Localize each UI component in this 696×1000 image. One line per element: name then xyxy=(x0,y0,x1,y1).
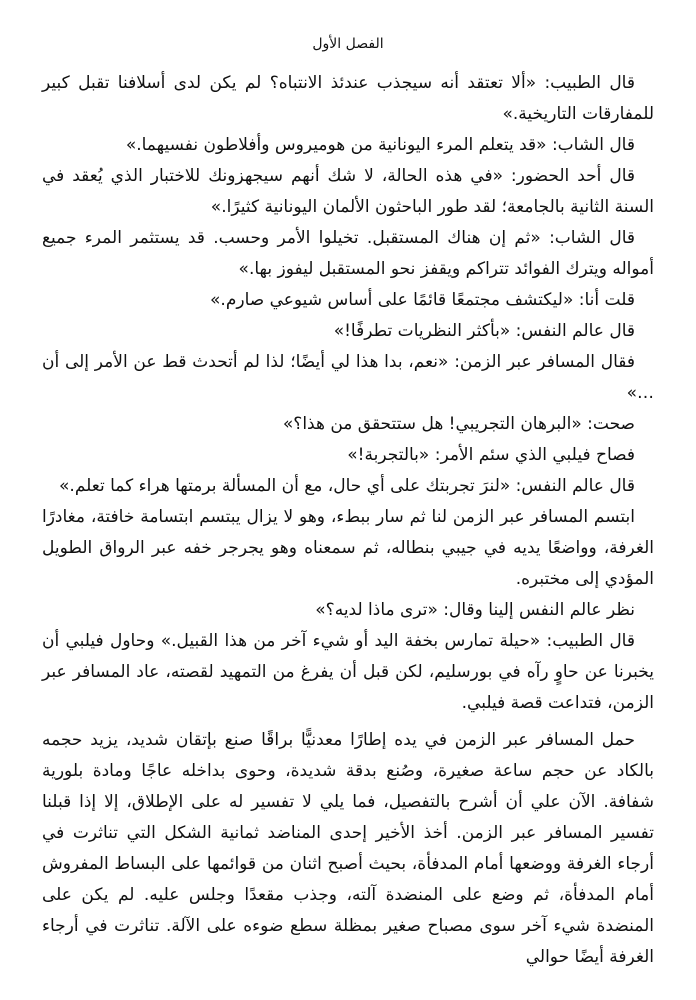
paragraph: فقال المسافر عبر الزمن: «نعم، بدا هذا لي أيضًا؛ لذا لم أتحدث قط عن الأمر إلى أن …» xyxy=(42,352,654,403)
paragraph: قال الشاب: «قد يتعلم المرء اليونانية من هوميروس وأفلاطون نفسيهما.» xyxy=(125,135,635,155)
paragraph: قلت أنا: «ليكتشف مجتمعًا قائمًا على أساس شيوعي صارم.» xyxy=(210,290,635,310)
paragraph: قال عالم النفس: «لنرَ تجربتك على أي حال، مع أن المسألة برمتها هراء كما تعلم.» xyxy=(59,476,635,496)
paragraph: قال الطبيب: «حيلة تمارس بخفة اليد أو شيء آخر من هذا القبيل.» وحاول فيلبي أن يخبرنا عن حاوٍ رآه في بورسليم، لكن قبل أن يفرغ من التمهيد لقصته، عاد المسافر عبر الزمن، فتداعت قصة فيلبي. xyxy=(42,631,654,713)
paragraph: قال أحد الحضور: «في هذه الحالة، لا شك أنهم سيجهزونك للاختبار الذي يُعقد في السنة الثانية بالجامعة؛ لقد طور الباحثون الألمان اليونانية كثيرًا.» xyxy=(42,166,654,217)
paragraph: قال عالم النفس: «بأكثر النظريات تطرفًا!» xyxy=(333,321,635,341)
paragraph: حمل المسافر عبر الزمن في يده إطارًا معدنيًّا براقًا صنع بإتقان شديد، يزيد حجمه بالكاد عن حجم ساعة صغيرة، وصُنع بدقة شديدة، وحوى بداخله عاجًا ومادة بلورية شفافة. الآن علي أن أشرح بالتفصيل، فما يلي لا تفسير له على الإطلاق، إلا إذا قبلنا تفسير المسافر عبر الزمن. أخذ الأخير إحدى المناضد ثمانية الشكل التي تناثرت في أرجاء الغرفة ووضعها أمام المدفأة، بحيث أصبح اثنان من قوائمها على البساط المفروش أمام المدفأة، ثم وضع على المنضدة آلته، وجذب مقعدًا وجلس عليه. لم يكن على المنضدة شيء آخر سوى مصباح صغير بمظلة سطع ضوءه على الآلة. تناثرت في أرجاء الغرفة أيضًا حوالي xyxy=(42,730,654,967)
paragraph: نظر عالم النفس إلينا وقال: «ترى ماذا لديه؟» xyxy=(315,600,635,620)
paragraph: قال الطبيب: «ألا تعتقد أنه سيجذب عندئذ الانتباه؟ لم يكن لدى أسلافنا تقبل كبير للمفارقات التاريخية.» xyxy=(42,73,654,124)
paragraph: صحت: «البرهان التجريبي! هل ستتحقق من هذا؟» xyxy=(282,414,635,434)
paragraph: قال الشاب: «ثم إن هناك المستقبل. تخيلوا الأمر وحسب. قد يستثمر المرء جميع أمواله ويترك الفوائد تتراكم ويقفز نحو المستقبل ليفوز بها.» xyxy=(42,228,654,279)
paragraph: فصاح فيلبي الذي سئم الأمر: «بالتجربة!» xyxy=(347,445,635,465)
page-body xyxy=(42,68,654,973)
chapter-header: الفصل الأول xyxy=(312,36,384,52)
paragraph: ابتسم المسافر عبر الزمن لنا ثم سار ببطء، وهو لا يزال يبتسم ابتسامة خافتة، مغادرًا الغرفة، وواضعًا يديه في جيبي بنطاله، ثم سمعناه وهو يجرجر خفه عبر الرواق الطويل المؤدي إلى مختبره. xyxy=(42,507,654,589)
